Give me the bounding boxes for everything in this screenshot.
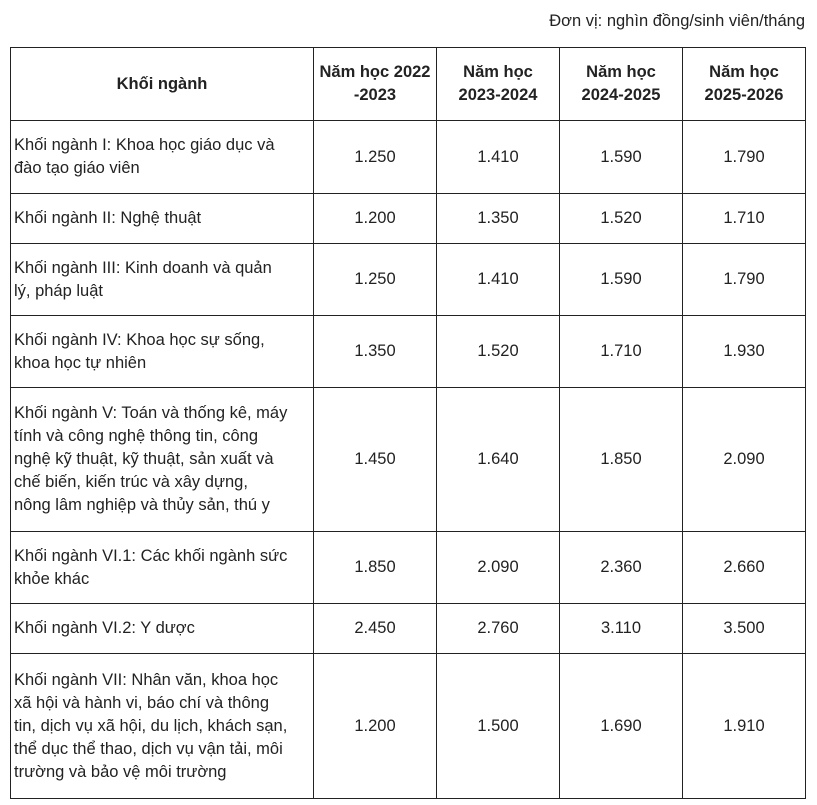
fee-value: 1.350: [437, 194, 560, 244]
header-line: -2023: [353, 86, 397, 104]
fee-value: 1.520: [560, 194, 683, 244]
fee-value: 1.850: [314, 532, 437, 604]
header-year-2023-2024: [437, 48, 560, 121]
header-field-group: [11, 48, 314, 121]
fee-value: 1.930: [683, 316, 806, 388]
fee-value: 1.850: [560, 388, 683, 532]
name-line: xã hội và hành vi, báo chí và thông: [14, 693, 270, 712]
name-line: khoa học tự nhiên: [14, 353, 147, 372]
table-row: [11, 194, 806, 244]
fee-value: 1.250: [314, 244, 437, 316]
field-group-name: [11, 244, 314, 316]
table-row: [11, 604, 806, 654]
header-line: 2023-2024: [458, 86, 538, 104]
fee-value: 1.640: [437, 388, 560, 532]
table-header-row: [11, 48, 806, 121]
fee-value: 1.710: [683, 194, 806, 244]
name-line: khỏe khác: [14, 569, 90, 588]
fee-value: 1.590: [560, 244, 683, 316]
fee-value: 1.200: [314, 654, 437, 799]
fee-value: 1.790: [683, 121, 806, 194]
fee-value: 1.250: [314, 121, 437, 194]
header-year-2022-2023: [314, 48, 437, 121]
name-line: trường và bảo vệ môi trường: [14, 762, 227, 781]
name-line: Khối ngành V: Toán và thống kê, máy: [14, 404, 288, 422]
header-field-group-label: Khối ngành: [116, 74, 208, 93]
name-line: Khối ngành II: Nghệ thuật: [14, 209, 202, 227]
header-year-2025-2026: [683, 48, 806, 121]
fee-value: 2.660: [683, 532, 806, 604]
field-group-name: [11, 532, 314, 604]
header-line: Năm học: [463, 63, 533, 81]
name-line: lý, pháp luật: [14, 281, 103, 300]
header-year-2024-2025: [560, 48, 683, 121]
name-line: đào tạo giáo viên: [14, 159, 140, 177]
table-row: [11, 654, 806, 799]
name-line: Khối ngành IV: Khoa học sự sống,: [14, 330, 265, 349]
table-row: [11, 316, 806, 388]
table-row: [11, 532, 806, 604]
fee-value: 3.500: [683, 604, 806, 654]
name-line: tính và công nghệ thông tin, công: [14, 427, 259, 445]
fee-value: 1.910: [683, 654, 806, 799]
fee-value: 2.760: [437, 604, 560, 654]
fee-value: 1.590: [560, 121, 683, 194]
table-row: [11, 244, 806, 316]
fee-value: 2.450: [314, 604, 437, 654]
name-line: Khối ngành VI.1: Các khối ngành sức: [14, 546, 288, 565]
table-row: [11, 121, 806, 194]
fee-value: 1.450: [314, 388, 437, 532]
name-line: thể dục thể thao, dịch vụ vận tải, môi: [14, 739, 283, 758]
fee-value: 3.110: [560, 604, 683, 654]
field-group-name: [11, 388, 314, 532]
header-line: Năm học: [586, 63, 656, 81]
fee-value: 2.090: [683, 388, 806, 532]
fee-value: 1.520: [437, 316, 560, 388]
name-line: nông lâm nghiệp và thủy sản, thú y: [14, 496, 270, 514]
name-line: nghệ kỹ thuật, kỹ thuật, sản xuất và: [14, 450, 274, 468]
field-group-name: [11, 604, 314, 654]
name-line: Khối ngành VII: Nhân văn, khoa học: [14, 670, 279, 689]
fee-value: 1.410: [437, 244, 560, 316]
header-line: Năm học: [709, 63, 779, 81]
name-line: Khối ngành III: Kinh doanh và quản: [14, 258, 272, 277]
fee-value: 1.200: [314, 194, 437, 244]
field-group-name: [11, 194, 314, 244]
name-line: chế biến, kiến trúc và xây dựng,: [14, 473, 248, 491]
fee-value: 1.710: [560, 316, 683, 388]
field-group-name: [11, 316, 314, 388]
header-line: 2025-2026: [704, 86, 784, 104]
fee-value: 1.690: [560, 654, 683, 799]
name-line: tin, dịch vụ xã hội, du lịch, khách sạn,: [14, 716, 288, 735]
fee-value: 1.350: [314, 316, 437, 388]
fee-value: 1.500: [437, 654, 560, 799]
tuition-table: [10, 47, 806, 799]
header-line: Năm học 2022: [319, 63, 431, 81]
field-group-name: [11, 654, 314, 799]
name-line: Khối ngành I: Khoa học giáo dục và: [14, 136, 275, 154]
fee-value: 2.360: [560, 532, 683, 604]
unit-note: Đơn vị: nghìn đồng/sinh viên/tháng: [549, 12, 805, 30]
fee-value: 2.090: [437, 532, 560, 604]
name-line: Khối ngành VI.2: Y dược: [14, 619, 195, 637]
field-group-name: [11, 121, 314, 194]
fee-value: 1.790: [683, 244, 806, 316]
fee-value: 1.410: [437, 121, 560, 194]
header-line: 2024-2025: [581, 86, 661, 104]
table-row: [11, 388, 806, 532]
